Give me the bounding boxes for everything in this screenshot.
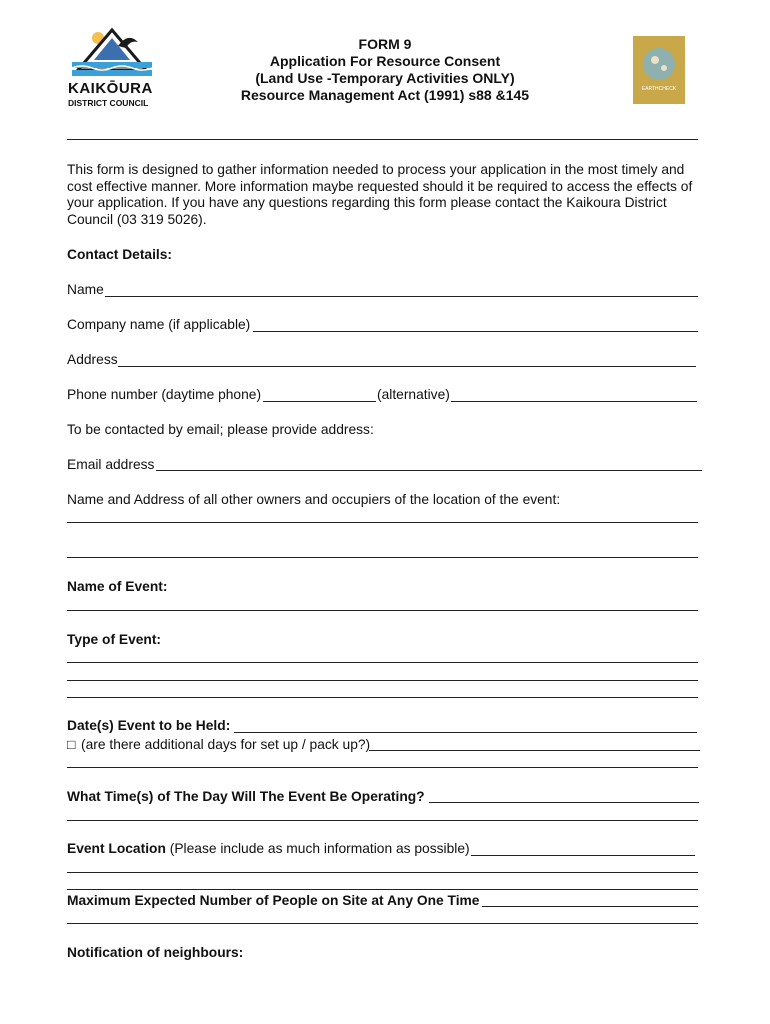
owners-label: Name and Address of all other owners and occupiers of the location of the event: bbox=[67, 492, 561, 507]
event-type-field-2[interactable] bbox=[67, 680, 698, 681]
globe-icon bbox=[633, 36, 685, 104]
intro-line: Council (03 319 5026). bbox=[67, 211, 207, 227]
email-label: Email address bbox=[67, 457, 155, 472]
alt-phone-label: (alternative) bbox=[377, 387, 450, 402]
event-location-field-3[interactable] bbox=[67, 889, 698, 890]
event-location-row bbox=[67, 841, 470, 857]
max-people-field[interactable] bbox=[482, 906, 698, 907]
form-number: FORM 9 bbox=[358, 36, 412, 52]
logo-subtitle: DISTRICT COUNCIL bbox=[68, 98, 149, 108]
event-type-field-1[interactable] bbox=[67, 662, 698, 663]
name-field[interactable] bbox=[105, 296, 698, 297]
address-field[interactable] bbox=[118, 366, 696, 367]
badge-text: EARTHCHECK bbox=[641, 86, 677, 92]
form-act: Resource Management Act (1991) s88 &145 bbox=[240, 87, 530, 103]
event-name-heading: Name of Event: bbox=[67, 579, 168, 594]
company-label: Company name (if applicable) bbox=[67, 317, 251, 332]
intro-paragraph bbox=[67, 162, 707, 228]
event-times-field-2[interactable] bbox=[67, 820, 698, 821]
name-label: Name bbox=[67, 282, 104, 297]
contact-heading: Contact Details: bbox=[67, 247, 173, 262]
form-title: Application For Resource Consent bbox=[269, 53, 501, 69]
dates-extra-field[interactable] bbox=[67, 767, 698, 768]
event-dates-field[interactable] bbox=[234, 732, 697, 733]
event-location-field-2[interactable] bbox=[67, 872, 698, 873]
max-people-field-2[interactable] bbox=[67, 923, 698, 924]
header-divider bbox=[67, 139, 698, 140]
setup-checkbox[interactable]: □ bbox=[67, 737, 76, 752]
max-people-heading: Maximum Expected Number of People on Site at Any One Time bbox=[67, 893, 480, 908]
logo-name: KAIKŌURA bbox=[68, 80, 153, 97]
phone-field[interactable] bbox=[263, 401, 376, 402]
intro-line: cost effective manner. More information maybe requested should it be required to access the effects of bbox=[67, 178, 693, 194]
earthcheck-badge bbox=[633, 36, 685, 104]
event-type-field-3[interactable] bbox=[67, 697, 698, 698]
company-field[interactable] bbox=[253, 331, 698, 332]
email-intro: To be contacted by email; please provide address: bbox=[67, 422, 374, 437]
form-subtitle: (Land Use -Temporary Activities ONLY) bbox=[255, 70, 515, 86]
event-name-field[interactable] bbox=[67, 610, 698, 611]
event-location-field[interactable] bbox=[471, 855, 695, 856]
alt-phone-field[interactable] bbox=[451, 401, 697, 402]
event-type-heading: Type of Event: bbox=[67, 632, 162, 647]
phone-label: Phone number (daytime phone) bbox=[67, 387, 262, 402]
intro-line: This form is designed to gather information needed to process your application in the most timely and bbox=[67, 162, 685, 177]
event-location-note: (Please include as much information as possible) bbox=[169, 841, 470, 856]
neighbours-heading: Notification of neighbours: bbox=[67, 945, 244, 960]
event-location-heading: Event Location bbox=[67, 841, 166, 856]
event-times-heading: What Time(s) of The Day Will The Event Be Operating? bbox=[67, 789, 425, 804]
owners-field-1[interactable] bbox=[67, 522, 698, 523]
address-label: Address bbox=[67, 352, 118, 367]
setup-field[interactable] bbox=[369, 750, 700, 751]
intro-line: your application. If you have any questions regarding this form please contact the Kaikoura District bbox=[67, 195, 667, 210]
event-times-field[interactable] bbox=[429, 802, 699, 803]
setup-label: (are there additional days for set up / pack up?) bbox=[81, 737, 371, 752]
event-dates-heading: Date(s) Event to be Held: bbox=[67, 718, 231, 733]
email-field[interactable] bbox=[156, 470, 702, 471]
owners-field-2[interactable] bbox=[67, 557, 698, 558]
